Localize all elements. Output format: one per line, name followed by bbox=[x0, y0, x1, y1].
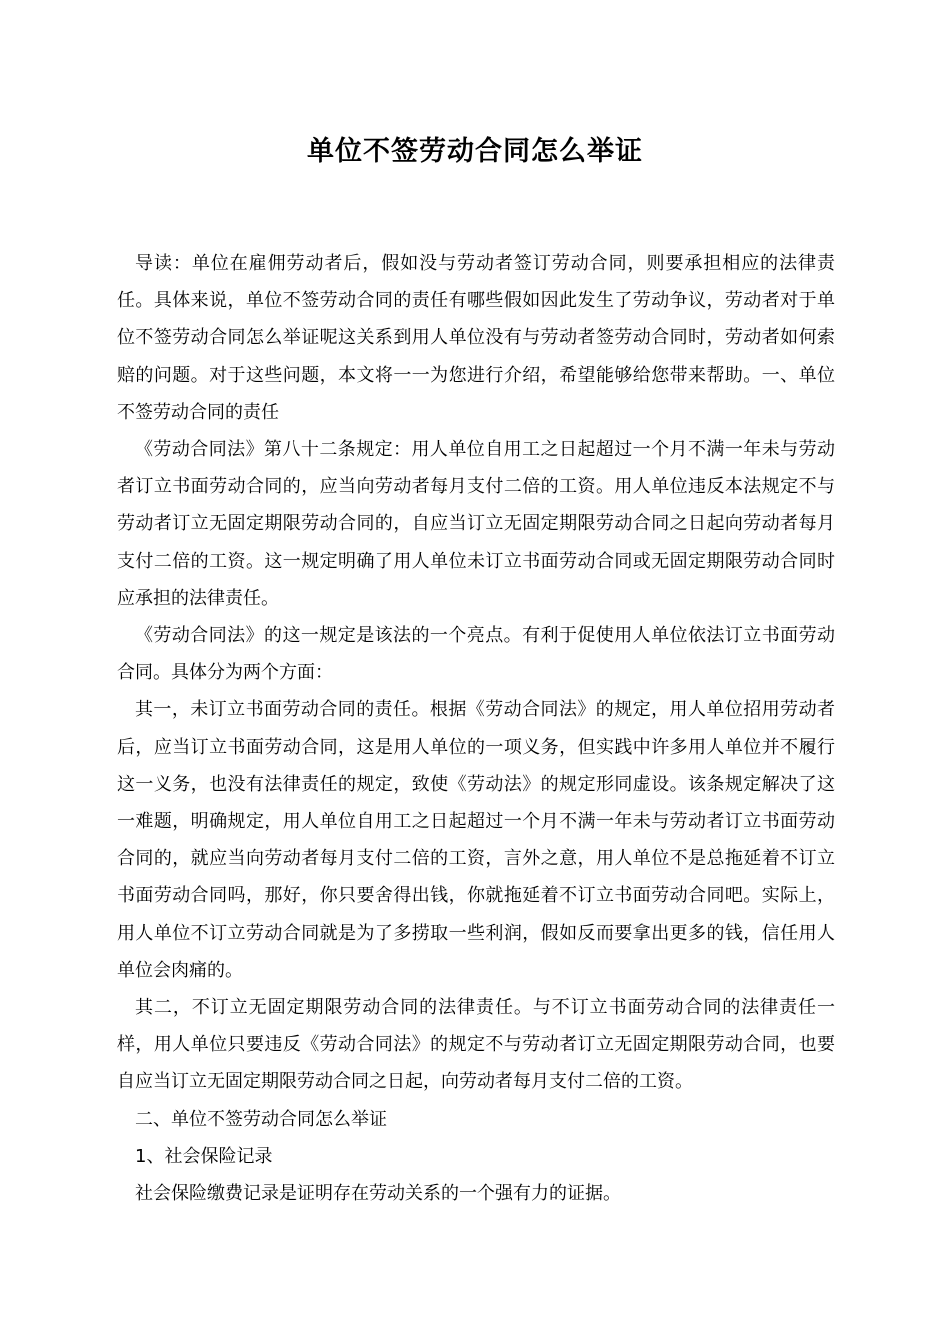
paragraph-article-82: 《劳动合同法》第八十二条规定：用人单位自用工之日起超过一个月不满一年未与劳动者订立书面劳动合同的，应当向劳动者每月支付二倍的工资。用人单位违反本法规定不与劳动者订立无固定期限劳动合同的，自应当订立无固定期限劳动合同之日起向劳动者每月支付二倍的工资。这一规定明确了用人单位未订立书面劳动合同或无固定期限劳动合同时应承担的法律责任。 bbox=[117, 439, 835, 609]
paragraph-intro: 导读：单位在雇佣劳动者后，假如没与劳动者签订劳动合同，则要承担相应的法律责任。具体来说，单位不签劳动合同的责任有哪些假如因此发生了劳动争议，劳动者对于单位不签劳动合同怎么举证呢这关系到用人单位没有与劳动者签劳动合同时，劳动者如何索赔的问题。对于这些问题，本文将一一为您进行介绍，希望能够给您带来帮助。一、单位不签劳动合同的责任 bbox=[117, 253, 835, 423]
document-title: 单位不签劳动合同怎么举证 bbox=[307, 136, 643, 167]
paragraph-second-aspect: 其二，不订立无固定期限劳动合同的法律责任。与不订立书面劳动合同的法律责任一样，用人单位只要违反《劳动合同法》的规定不与劳动者订立无固定期限劳动合同，也要自应当订立无固定期限劳动合同之日起，向劳动者每月支付二倍的工资。 bbox=[117, 997, 835, 1093]
paragraph-highlight: 《劳动合同法》的这一规定是该法的一个亮点。有利于促使用人单位依法订立书面劳动合同。具体分为两个方面： bbox=[117, 625, 835, 684]
paragraph-first-aspect: 其一，未订立书面劳动合同的责任。根据《劳动合同法》的规定，用人单位招用劳动者后，应当订立书面劳动合同，这是用人单位的一项义务，但实践中许多用人单位并不履行这一义务，也没有法律责任的规定，致使《劳动法》的规定形同虚设。该条规定解决了这一难题，明确规定，用人单位自用工之日起超过一个月不满一年未与劳动者订立书面劳动合同的，就应当向劳动者每月支付二倍的工资，言外之意，用人单位不是总拖延着不订立书面劳动合同吗，那好，你只要舍得出钱，你就拖延着不订立书面劳动合同吧。实际上，用人单位不订立劳动合同就是为了多捞取一些利润，假如反而要拿出更多的钱，信任用人单位会肉痛的。 bbox=[117, 699, 835, 981]
section-heading-evidence: 二、单位不签劳动合同怎么举证 bbox=[135, 1108, 387, 1130]
subheading-social-insurance: 1、社会保险记录 bbox=[135, 1145, 273, 1167]
document-body bbox=[117, 245, 835, 1212]
paragraph-social-insurance: 社会保险缴费记录是证明存在劳动关系的一个强有力的证据。 bbox=[135, 1183, 621, 1205]
